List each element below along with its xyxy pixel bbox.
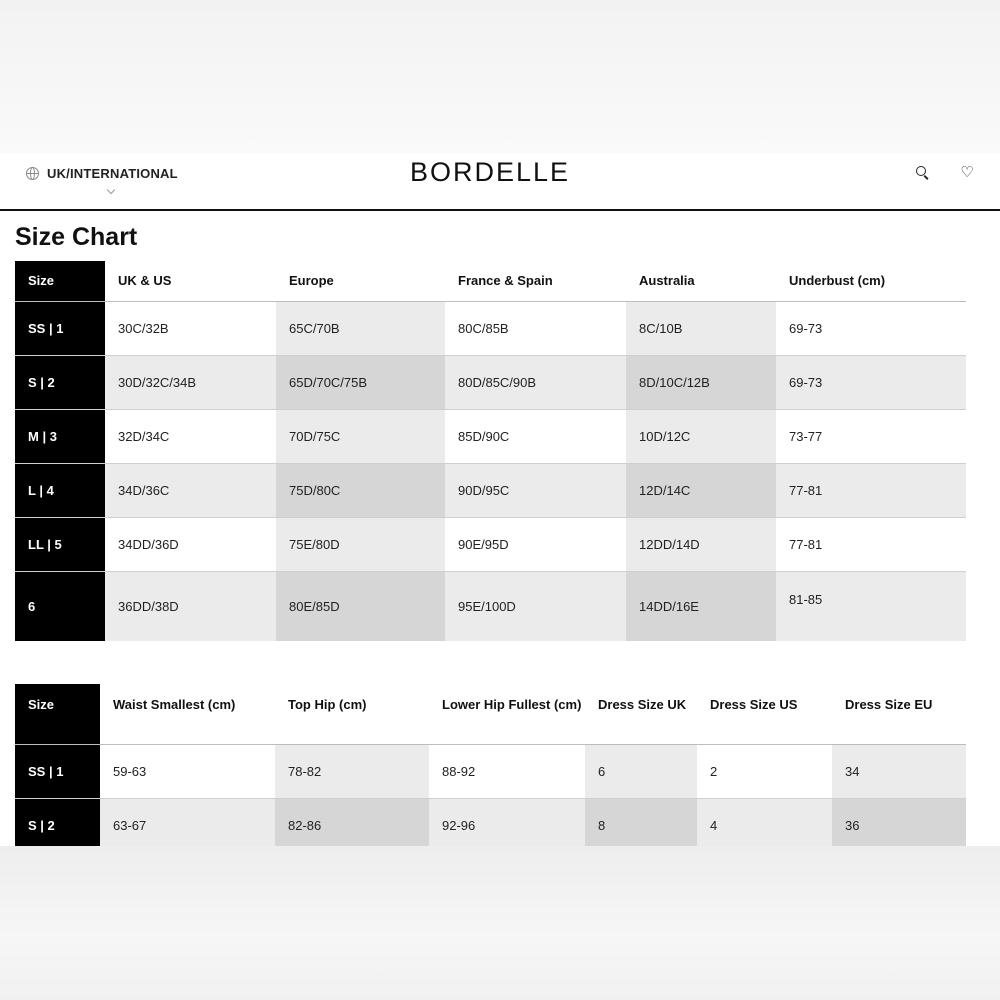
table-cell: 85D/90C [445,409,626,463]
table-cell: 88-92 [429,744,585,798]
region-label: UK/INTERNATIONAL [47,166,178,181]
table-cell: 32D/34C [105,409,276,463]
table-row [15,409,966,463]
brand-logo[interactable]: BORDELLE [409,157,571,187]
table-cell: 8C/10B [626,301,776,355]
table-cell: 70D/75C [276,409,445,463]
table-header-row [15,684,966,744]
column-header-europe: Europe [289,272,334,288]
table-cell: 30D/32C/34B [105,355,276,409]
table-cell: 95E/100D [445,571,626,641]
table-cell: 69-73 [776,301,966,355]
table-cell: 75E/80D [276,517,445,571]
table-cell: 34DD/36D [105,517,276,571]
column-header-france-spain: France & Spain [458,272,553,288]
column-header-dress-eu: Dress Size EU [845,697,933,712]
table-cell: 81-85 [776,571,966,641]
table-cell: 14DD/16E [626,571,776,641]
bottom-background [0,846,1000,1000]
column-header-dress-uk: Dress Size UK [598,697,687,712]
table-cell: 12D/14C [626,463,776,517]
table-cell: 73-77 [776,409,966,463]
size-label: 6 [15,571,105,641]
bra-size-table [15,261,966,641]
table-cell: 6 [585,744,697,798]
table-cell: 12DD/14D [626,517,776,571]
size-label: S | 2 [15,798,100,846]
column-header-size: Size [15,684,100,744]
table-cell: 30C/32B [105,301,276,355]
table-cell: 80E/85D [276,571,445,641]
table-row [15,571,966,641]
table-row [15,798,966,846]
table-cell: 10D/12C [626,409,776,463]
page [0,153,1000,846]
table-cell: 92-96 [429,798,585,846]
table-cell: 65C/70B [276,301,445,355]
heart-icon[interactable]: ♡ [960,164,974,181]
column-header-top-hip: Top Hip (cm) [288,697,367,712]
body-size-table [15,684,966,846]
table-cell: 34 [832,744,966,798]
table-cell: 77-81 [776,517,966,571]
table-cell: 77-81 [776,463,966,517]
table-cell: 8 [585,798,697,846]
table-cell: 78-82 [275,744,429,798]
column-header-waist: Waist Smallest (cm) [113,697,236,712]
size-label: SS | 1 [15,744,100,798]
table-row [15,744,966,798]
size-label: SS | 1 [15,301,105,355]
table-cell: 2 [697,744,832,798]
table-cell: 90E/95D [445,517,626,571]
column-header-uk-us: UK & US [118,272,172,288]
column-header-dress-us: Dress Size US [710,697,798,712]
table-row [15,517,966,571]
table-cell: 80D/85C/90B [445,355,626,409]
table-cell: 8D/10C/12B [626,355,776,409]
top-background [0,0,1000,153]
table-cell: 80C/85B [445,301,626,355]
table-cell: 82-86 [275,798,429,846]
table-cell: 65D/70C/75B [276,355,445,409]
search-icon[interactable] [915,165,931,181]
column-header-australia: Australia [639,272,695,288]
table-header-row [15,261,966,301]
table-cell: 69-73 [776,355,966,409]
page-title: Size Chart [15,223,138,251]
column-header-lower-hip: Lower Hip Fullest (cm) [442,697,582,712]
table-cell: 75D/80C [276,463,445,517]
size-label: L | 4 [15,463,105,517]
table-cell: 36 [832,798,966,846]
column-header-underbust: Underbust (cm) [789,272,886,288]
table-cell: 4 [697,798,832,846]
size-label: LL | 5 [15,517,105,571]
column-header-size: Size [15,261,105,301]
table-cell: 90D/95C [445,463,626,517]
size-label: M | 3 [15,409,105,463]
table-cell: 34D/36C [105,463,276,517]
search-icon-handle [924,175,929,180]
site-header [0,153,1000,211]
table-row [15,463,966,517]
table-cell: 59-63 [100,744,275,798]
size-label: S | 2 [15,355,105,409]
table-cell: 36DD/38D [105,571,276,641]
table-row [15,355,966,409]
table-cell: 63-67 [100,798,275,846]
table-row [15,301,966,355]
